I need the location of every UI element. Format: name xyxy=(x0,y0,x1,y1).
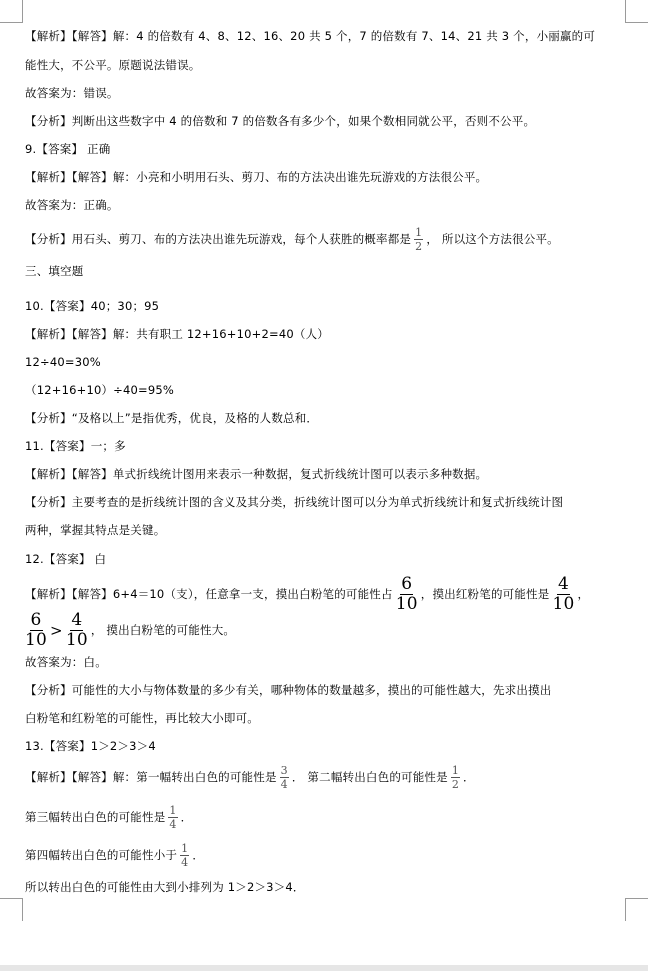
q13-third-text: 第三幅转出白色的可能性是 xyxy=(25,810,166,824)
q13-analysis-text-3: ． xyxy=(463,770,475,784)
crop-mark-bottom-left xyxy=(0,898,23,921)
q13-analysis-text-2: ． 第二幅转出白色的可能性是 xyxy=(291,770,448,784)
fraction-denominator: 4 xyxy=(181,856,189,869)
q13-fourth-tail: ． xyxy=(192,848,205,862)
fraction-numerator: 6 xyxy=(30,610,42,630)
q13-analysis-line-2 xyxy=(25,800,192,834)
fraction-denominator: 4 xyxy=(280,778,288,791)
fraction-denominator: 10 xyxy=(65,630,88,650)
q10-analysis-summary: 【分析】“及格以上”是指优秀，优良，及格的人数总和． xyxy=(25,411,319,425)
fraction-numerator: 1 xyxy=(451,764,460,777)
fraction-denominator: 10 xyxy=(25,630,48,650)
q8-analysis-line-1: 【解析】【解答】解：4 的倍数有 4、8、12、16、20 共 5 个，7 的倍数有 7、14、21 共 3 个，小丽赢的可 xyxy=(25,29,596,43)
q12-analysis-text-3: ， xyxy=(577,587,590,601)
q12-answer: 12.【答案】 白 xyxy=(25,552,107,566)
q10-calc-2: （12+16+10）÷40=95% xyxy=(25,383,175,397)
fraction-denominator: 2 xyxy=(415,240,423,253)
q12-answer-conclusion: 故答案为：白。 xyxy=(25,655,107,669)
q12-analysis-text-2: ，摸出红粉笔的可能性是 xyxy=(420,587,550,601)
q12-analysis-line-2 xyxy=(25,612,235,649)
q12-analysis-text-1: 【解析】【解答】6+4＝10（支），任意拿一支，摸出白粉笔的可能性占 xyxy=(25,587,393,601)
q11-analysis-summary-2: 两种，掌握其特点是关键。 xyxy=(25,523,166,537)
fraction-one-quarter xyxy=(180,843,189,868)
crop-mark-top-left xyxy=(0,0,23,23)
q12-analysis-summary-1: 【分析】可能性的大小与物体数量的多少有关，哪种物体的数量越多，摸出的可能性越大，先求出摸出 xyxy=(25,683,552,697)
q9-answer-conclusion: 故答案为：正确。 xyxy=(25,198,119,212)
fraction-numerator: 4 xyxy=(557,574,569,594)
q11-analysis-summary-1: 【分析】主要考查的是折线统计图的含义及其分类，折线统计图可以分为单式折线统计和复式折线统计图 xyxy=(25,495,564,509)
fraction-numerator: 4 xyxy=(71,610,83,630)
fraction-numerator: 6 xyxy=(401,574,413,594)
q8-analysis-summary: 【分析】判断出这些数字中 4 的倍数和 7 的倍数各有多少个，如果个数相同就公平，否则不公平。 xyxy=(25,114,536,128)
q10-calc-1: 12÷40=30% xyxy=(25,355,101,369)
fraction-numerator: 1 xyxy=(415,226,423,239)
fraction-six-tenths xyxy=(25,612,47,649)
q13-answer: 13.【答案】1＞2＞3＞4 xyxy=(25,739,156,753)
fraction-numerator: 3 xyxy=(280,764,288,777)
fraction-one-half xyxy=(451,765,460,790)
q10-answer: 10.【答案】40；30；95 xyxy=(25,299,160,313)
greater-than-sign: > xyxy=(50,621,63,640)
fraction-six-tenths xyxy=(396,576,418,613)
section-heading-fill-in: 三、填空题 xyxy=(25,264,84,278)
fraction-denominator: 10 xyxy=(552,594,575,614)
fraction-denominator: 10 xyxy=(395,594,418,614)
fraction-denominator: 4 xyxy=(169,818,177,831)
fraction-numerator: 1 xyxy=(181,842,189,855)
q13-analysis-text-1: 【解析】【解答】解：第一幅转出白色的可能性是 xyxy=(25,770,277,784)
q9-summary-text: 【分析】用石头、剪刀、布的方法决出谁先玩游戏，每个人获胜的概率都是 xyxy=(25,232,412,246)
q13-fourth-text: 第四幅转出白色的可能性小于 xyxy=(25,848,178,862)
q12-analysis-conclusion: ， 摸出白粉笔的可能性大。 xyxy=(90,623,236,637)
fraction-numerator: 1 xyxy=(169,804,177,817)
q11-answer: 11.【答案】一；多 xyxy=(25,439,126,453)
q12-analysis-summary-2: 白粉笔和红粉笔的可能性，再比较大小即可。 xyxy=(25,711,259,725)
q13-conclusion: 所以转出白色的可能性由大到小排列为 1＞2＞3＞4． xyxy=(25,880,305,894)
q13-third-tail: ． xyxy=(180,810,193,824)
q8-analysis-line-2: 能性大，不公平。原题说法错误。 xyxy=(25,58,201,72)
q10-analysis: 【解析】【解答】解：共有职工 12+16+10+2=40（人） xyxy=(25,327,329,341)
q9-analysis-summary xyxy=(25,227,559,252)
crop-mark-top-right xyxy=(625,0,648,23)
crop-mark-bottom-right xyxy=(625,898,648,921)
fraction-one-quarter xyxy=(168,805,177,830)
q11-analysis: 【解析】【解答】单式折线统计图用来表示一种数据，复式折线统计图可以表示多种数据。 xyxy=(25,467,488,481)
q9-analysis: 【解析】【解答】解：小亮和小明用石头、剪刀、布的方法决出谁先玩游戏的方法很公平。 xyxy=(25,170,488,184)
fraction-four-tenths xyxy=(552,576,574,613)
q13-analysis-line-1 xyxy=(25,760,475,794)
q13-analysis-line-3 xyxy=(25,838,204,872)
q9-summary-tail: ， 所以这个方法很公平。 xyxy=(426,232,559,246)
q12-analysis-line-1 xyxy=(25,576,589,613)
page-bottom-edge xyxy=(0,965,648,971)
fraction-one-half xyxy=(414,227,423,252)
fraction-denominator: 2 xyxy=(451,778,460,791)
fraction-four-tenths xyxy=(66,612,88,649)
fraction-three-quarters xyxy=(280,765,289,790)
q8-answer-conclusion: 故答案为：错误。 xyxy=(25,86,119,100)
q9-answer: 9.【答案】 正确 xyxy=(25,142,111,156)
